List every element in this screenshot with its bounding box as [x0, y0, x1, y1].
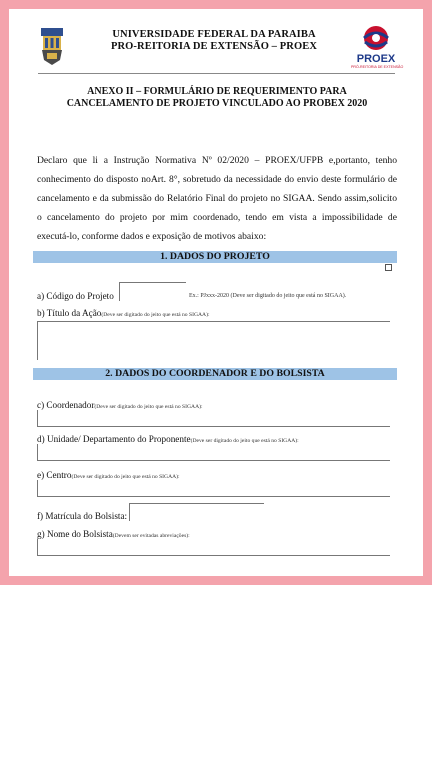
proex-logo — [351, 24, 404, 74]
proex-logo-text: PROEX — [356, 53, 396, 65]
scholar-name-label — [37, 529, 190, 539]
action-title-label — [37, 308, 210, 318]
department-field[interactable] — [37, 444, 390, 461]
project-code-label: a) Código do Projeto — [37, 291, 114, 301]
proex-logo-subtext: PRÓ-REITORIA DE EXTENSÃO — [351, 65, 404, 69]
action-title-field[interactable] — [37, 321, 390, 360]
section-coordinator-data: 2. DADOS DO COORDENADOR E DO BOLSISTA — [33, 368, 397, 380]
scholarship-id-label: f) Matrícula do Bolsista: — [37, 511, 128, 521]
header-divider — [38, 73, 395, 74]
action-title-hint: (Deve ser digitado do jeito que está no SIGAA): — [101, 312, 210, 318]
center-field[interactable] — [37, 480, 390, 497]
coordinator-field[interactable] — [37, 410, 390, 427]
section-project-data: 1. DADOS DO PROJETO — [33, 251, 397, 263]
center-hint: (Deve ser digitado do jeito que está no SIGAA): — [71, 474, 180, 480]
project-code-hint: Ex.: PJxxx-2020 (Deve ser digitado do jeito que está no SIGAA). — [189, 293, 347, 299]
table-corner-handle — [385, 264, 392, 271]
ufpb-crest-icon — [39, 26, 65, 66]
department-hint: (Deve ser digitado do jeito que está no SIGAA): — [190, 438, 299, 444]
project-code-field[interactable] — [119, 282, 186, 301]
annex-title-line2: CANCELAMENTO DE PROJETO VINCULADO AO PROBEX 2020 — [66, 98, 368, 109]
document-page — [9, 9, 423, 576]
scholar-name-field[interactable] — [37, 539, 390, 556]
annex-title-line1: ANEXO II – FORMULÁRIO DE REQUERIMENTO PARA — [87, 86, 347, 97]
declaration-paragraph: Declaro que li a Instrução Normativa Nº 02/2020 – PROEX/UFPB e,portanto, tenho conhecimento do disposto noArt. 8°, sobretudo da necessidade do envio deste formulário de cancelamento e da submissão do Relatório Final do projeto no SIGAA. Sendo assim,solicito o cancelamento do projeto por mim coordenado, tendo em vista a impossibilidade de executá-lo, conforme dados e exposição de motivos abaixo: — [37, 155, 397, 242]
coordinator-label — [37, 400, 203, 410]
center-label-text: e) Centro — [37, 470, 72, 480]
department-label — [37, 434, 299, 444]
coordinator-hint: (Deve ser digitado do jeito que está no SIGAA): — [94, 404, 203, 410]
scholar-name-hint: (Devem ser evitadas abreviações): — [112, 533, 190, 539]
university-name: UNIVERSIDADE FEDERAL DA PARAIBA — [112, 29, 316, 40]
proex-globe-icon — [351, 24, 401, 54]
coordinator-label-text: c) Coordenador — [37, 400, 95, 410]
center-label — [37, 470, 180, 480]
action-title-label-text: b) Título da Ação — [37, 308, 102, 318]
scholar-name-label-text: g) Nome do Bolsista — [37, 529, 113, 539]
department-label-text: d) Unidade/ Departamento do Proponente — [37, 434, 191, 444]
office-name: PRO-REITORIA DE EXTENSÃO – PROEX — [110, 41, 318, 52]
scholarship-id-field[interactable] — [129, 503, 264, 521]
